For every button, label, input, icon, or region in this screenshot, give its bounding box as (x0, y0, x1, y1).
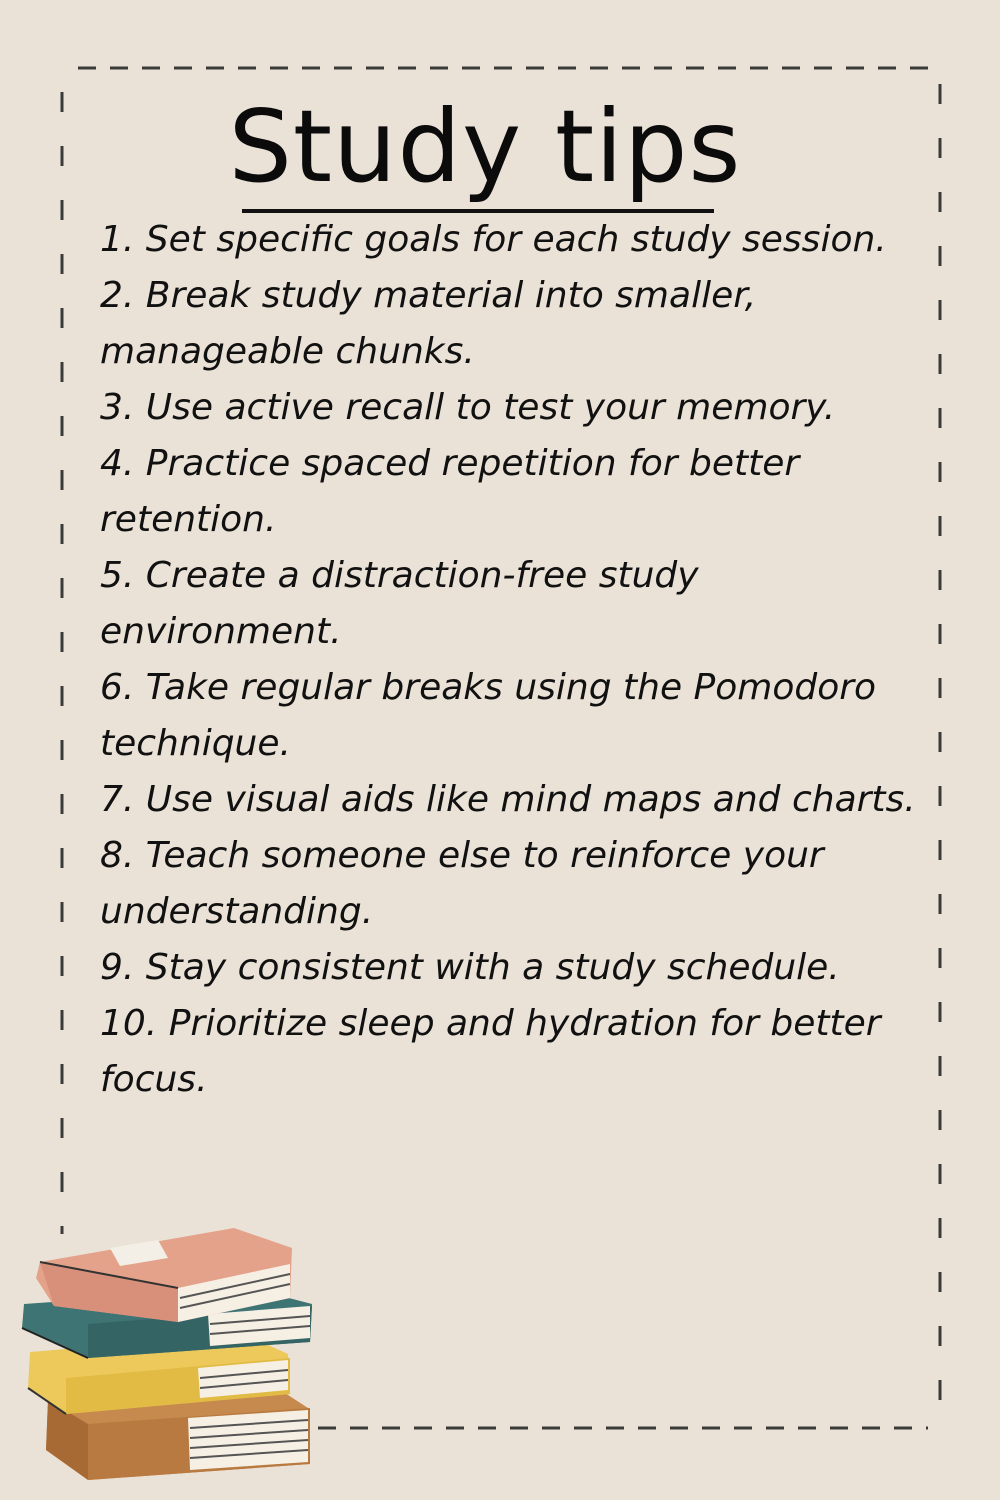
tip-item-9: 9. Stay consistent with a study schedule. (100, 947, 840, 988)
tip-item-7: 7. Use visual aids like mind maps and charts. (100, 779, 916, 820)
tip-item-5: 5. Create a distraction-free study environment. (100, 555, 699, 652)
tip-item-1: 1. Set specific goals for each study session. (100, 219, 887, 260)
tip-item-6: 6. Take regular breaks using the Pomodoro technique. (100, 667, 877, 764)
tip-item-8: 8. Teach someone else to reinforce your understanding. (100, 835, 824, 932)
book-stack-icon (18, 1218, 318, 1480)
tip-item-4: 4. Practice spaced repetition for better retention. (100, 443, 800, 540)
tips-list (100, 212, 940, 1108)
tip-item-3: 3. Use active recall to test your memory. (100, 387, 836, 428)
tip-item-10: 10. Prioritize sleep and hydration for better focus. (100, 1003, 881, 1100)
tip-item-2: 2. Break study material into smaller, manageable chunks. (100, 275, 757, 372)
page-title: Study tips (228, 88, 742, 205)
